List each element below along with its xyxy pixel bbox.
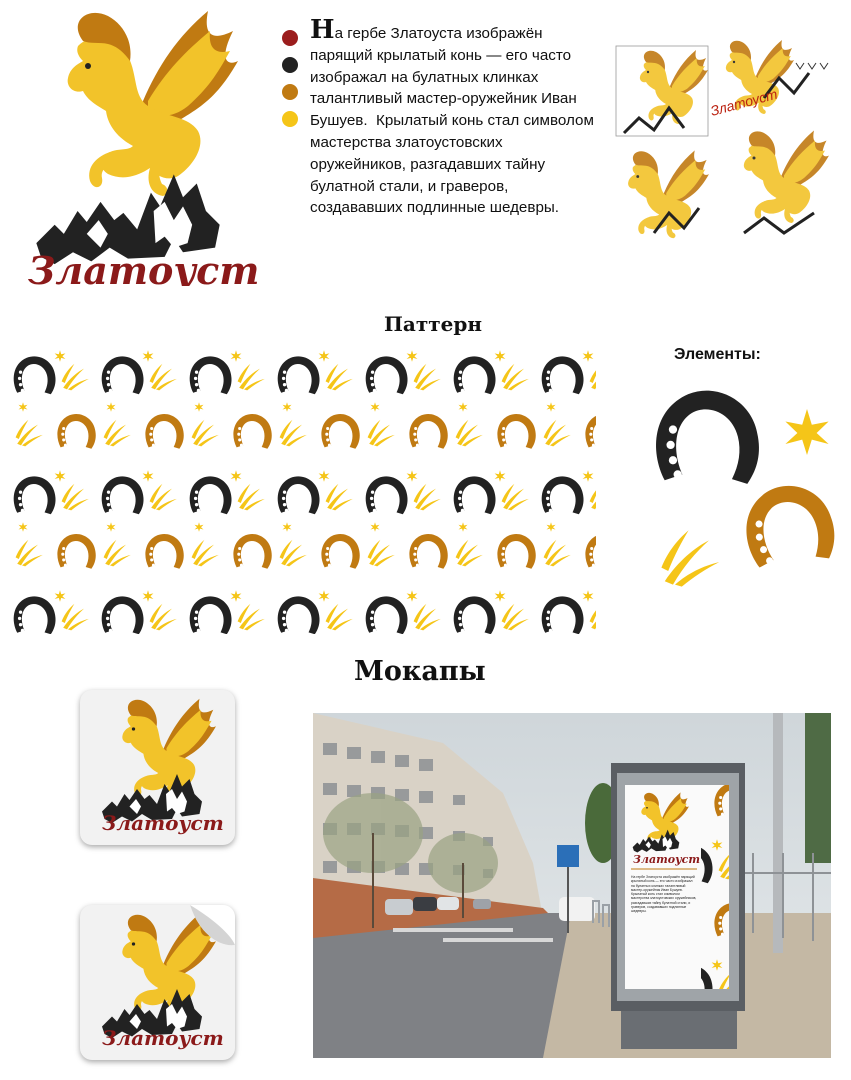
main-logo bbox=[8, 6, 258, 286]
elements-title: Элементы: bbox=[674, 346, 761, 363]
elements bbox=[640, 380, 845, 590]
street-photo bbox=[313, 713, 831, 1058]
sticker-wordmark: Златоуст bbox=[102, 811, 224, 835]
logo-wordmark: Златоуст bbox=[28, 248, 258, 286]
pattern bbox=[8, 344, 596, 634]
poster-wordmark: Златоуст bbox=[633, 853, 701, 866]
horseshoe-black-icon bbox=[656, 391, 759, 484]
mockups-title: Мокапы bbox=[354, 656, 486, 687]
sticker-mockup-1 bbox=[80, 690, 235, 845]
star-icon bbox=[785, 409, 828, 455]
sketches bbox=[614, 38, 846, 250]
swatch-red bbox=[282, 30, 298, 46]
poster-text: На гербе Златоуста изображён парящий крылатый конь — его часто изображал на булатных клинках талантливый мастер-оружейник Иван Бушуев. Крылатый конь стал символом мастерства златоустовских оружейников, разгадавших тайну булатной стали, и граверов, создававших подлинные шедевры. bbox=[631, 875, 697, 914]
swatch-black bbox=[282, 57, 298, 73]
sticker-wordmark: Златоуст bbox=[102, 1026, 224, 1050]
description-text: а гербе Златоуста изображён парящий крылатый конь — его часто изображал на булатных клинках талантливый мастер-оружейник Иван Бушуев. Крылатый конь стал символом мастерства златоустовских оружейников, разгадавших тайну булатной стали, и граверов, создававших подлинные шедевры. bbox=[310, 25, 594, 217]
swoosh-icon bbox=[661, 530, 719, 586]
swatch-bronze bbox=[282, 84, 298, 100]
description-dropcap: Н bbox=[310, 15, 335, 45]
sketch-note: Златоуст bbox=[708, 85, 780, 119]
description bbox=[310, 15, 600, 219]
swatch-yellow bbox=[282, 111, 298, 127]
pegasus-icon bbox=[8, 6, 258, 286]
horseshoe-bronze-icon bbox=[739, 479, 839, 572]
pattern-title: Паттерн bbox=[384, 312, 482, 336]
sticker-mockup-2 bbox=[80, 905, 235, 1060]
